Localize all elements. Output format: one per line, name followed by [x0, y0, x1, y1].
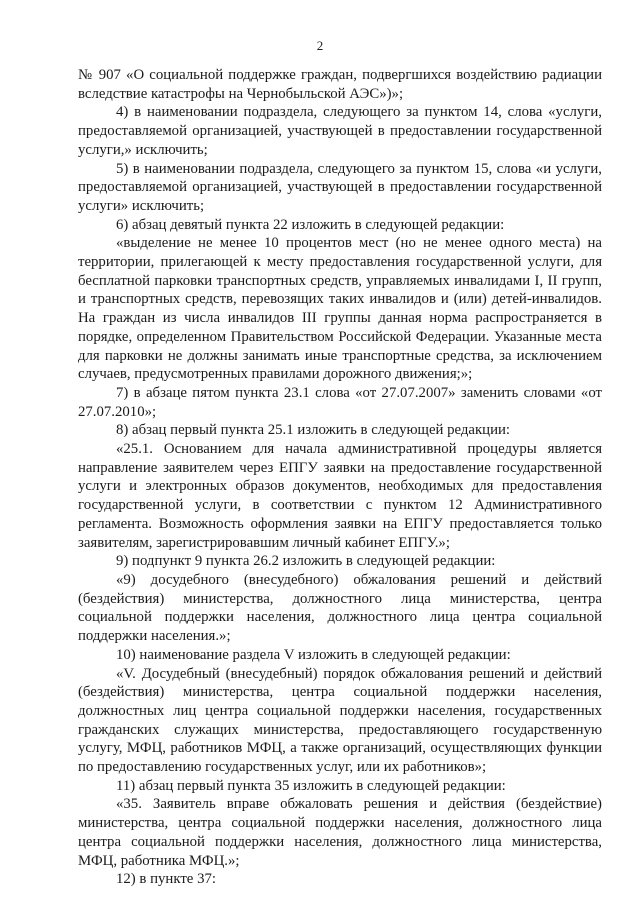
paragraph: 11) абзац первый пункта 35 изложить в следующей редакции:	[116, 777, 506, 794]
paragraph: 8) абзац первый пункта 25.1 изложить в следующей редакции:	[116, 422, 511, 439]
paragraph: «9) досудебного (внесудебного) обжалования решений и действий (бездействия) министерства, должностного лица министерства, центра социальной поддержки населения, должностного лица центра социальной поддержки населения.»;	[78, 571, 602, 645]
paragraph: 4) в наименовании подраздела, следующего за пунктом 14, слова «услуги, предоставляемой организацией, участвующей в предоставлении государственной услуги,» исключить;	[78, 104, 602, 158]
paragraph: 10) наименование раздела V изложить в следующей редакции:	[116, 646, 511, 663]
paragraph: «V. Досудебный (внесудебный) порядок обжалования решений и действий (бездействия) министерства, центра социальной поддержки населения, должностных лиц центра социальной поддержки населения, государственных гражданских служащих министерства, предоставляющего государственную услугу, МФЦ, работников МФЦ, а также организаций, осуществляющих функции по предоставлению государственных услуг, или их работников»;	[78, 665, 602, 776]
paragraph: 5) в наименовании подраздела, следующего за пунктом 15, слова «и услуги, предоставляемой организацией, участвующей в предоставлении государственной услуги» исключить;	[78, 160, 602, 214]
paragraph: 12) в пункте 37:	[116, 871, 216, 888]
paragraph: № 907 «О социальной поддержке граждан, подвергшихся воздействию радиации вследствие катастрофы на Чернобыльской АЭС»)»;	[78, 67, 602, 102]
paragraph: «25.1. Основанием для начала административной процедуры является направление заявителем через ЕПГУ заявки на предоставление государственной услуги и электронных образов документов, необходимых для предоставления государственной услуги, в соответствии с пунктом 12 Административного регламента. Возможность оформления заявки на ЕПГУ предоставляется только заявителям, зарегистрировавшим личный кабинет ЕПГУ.»;	[78, 441, 602, 551]
paragraph: «выделение не менее 10 процентов мест (но не менее одного места) на территории, прилегающей к месту предоставления государственной услуги, для бесплатной парковки транспортных средств, управляемых инвалидами I, II групп, и транспортных средств, перевозящих таких инвалидов и (или) детей-инвалидов. На граждан из числа инвалидов III группы данная норма распространяется в порядке, определенном Правительством Российской Федерации. Указанные места для парковки не должны занимать иные транспортные средства, за исключением случаев, предусмотренных правилами дорожного движения;»;	[78, 235, 602, 383]
document-body	[78, 66, 602, 889]
paragraph: «35. Заявитель вправе обжаловать решения и действия (бездействие) министерства, центра социальной поддержки населения, должностного лица центра социальной поддержки населения, должностного лица министерства, МФЦ, работника МФЦ.»;	[78, 796, 602, 869]
page-number: 2	[316, 38, 324, 53]
paragraph: 9) подпункт 9 пункта 26.2 изложить в следующей редакции:	[116, 553, 496, 570]
paragraph: 7) в абзаце пятом пункта 23.1 слова «от 27.07.2007» заменить словами «от 27.07.2010»;	[78, 384, 602, 420]
paragraph: 6) абзац девятый пункта 22 изложить в следующей редакции:	[116, 216, 505, 233]
